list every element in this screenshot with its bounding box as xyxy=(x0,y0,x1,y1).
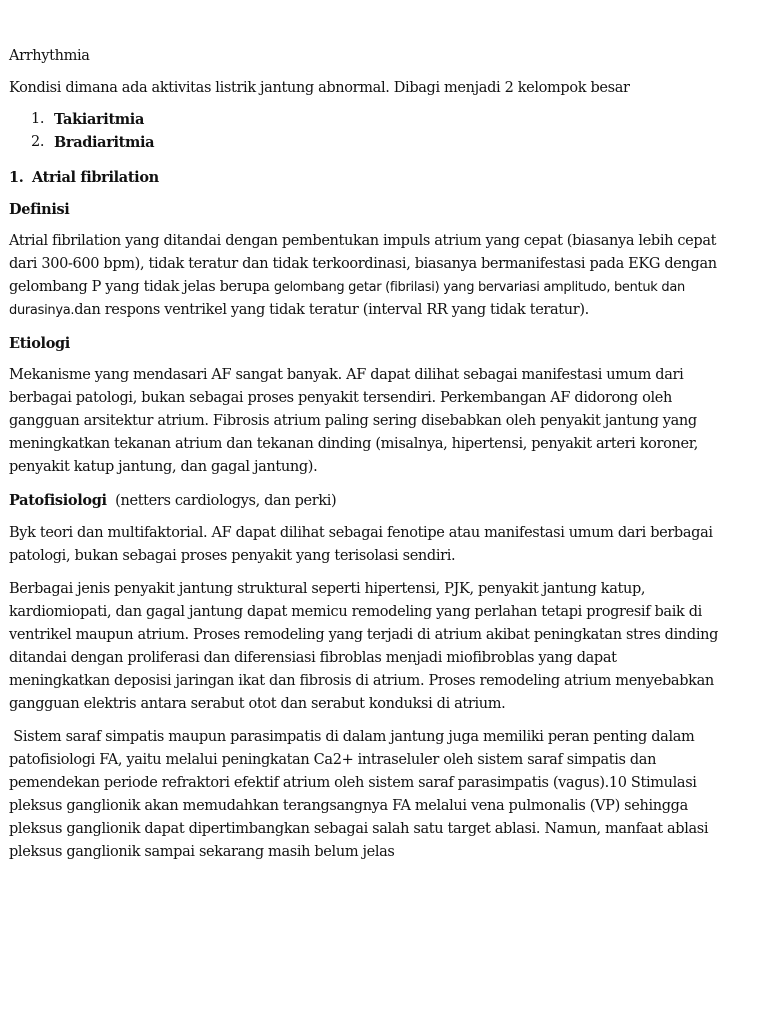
definisi-paragraph xyxy=(9,230,719,322)
section-heading xyxy=(9,166,719,189)
definisi-text-part1: Atrial fibrilation yang ditandai dengan pembentukan impuls atrium yang cepat (biasanya lebih cepat dari 300-600 bpm), tidak teratur dan tidak terkoordinasi, biasanya bermanifestasi pada EKG dengan gelombang P yang tidak jelas berupa xyxy=(9,233,717,295)
list-item-number: 1. xyxy=(31,111,45,127)
etiologi-heading: Etiologi xyxy=(9,335,70,352)
patofisiologi-heading-line xyxy=(9,489,719,513)
list-item-label: Takiaritmia xyxy=(54,111,144,128)
patofisiologi-paragraph-2: Berbagai jenis penyakit jantung struktural seperti hipertensi, PJK, penyakit jantung katup, kardiomiopati, dan gagal jantung dapat memicu remodeling yang perlahan tetapi progresif baik di ventrikel maupun atrium. Proses remodeling yang terjadi di atrium akibat peningkatan stres dinding ditandai dengan proliferasi dan diferensiasi fibroblas menjadi miofibroblas yang dapat meningkatkan deposisi jaringan ikat dan fibrosis di atrium. Proses remodeling atrium menyebabkan gangguan elektris antara serabut otot dan serabut konduksi di atrium. xyxy=(9,581,719,712)
list-item xyxy=(9,108,719,131)
list-item-label: Bradiaritmia xyxy=(54,134,155,151)
arrhythmia-groups-list xyxy=(9,108,719,154)
section-title: Atrial fibrilation xyxy=(32,169,159,186)
patofisiologi-heading: Patofisiologi xyxy=(9,492,107,509)
intro-paragraph: Kondisi dimana ada aktivitas listrik jantung abnormal. Dibagi menjadi 2 kelompok besar xyxy=(9,80,630,96)
patofisiologi-paragraph-1: Byk teori dan multifaktorial. AF dapat dilihat sebagai fenotipe atau manifestasi umum dari berbagai patologi, bukan sebagai proses penyakit yang terisolasi sendiri. xyxy=(9,525,713,564)
definisi-text-part3: dan respons ventrikel yang tidak teratur (interval RR yang tidak teratur). xyxy=(74,302,589,318)
patofisiologi-source-note: (netters cardiologys, dan perki) xyxy=(106,493,337,509)
document-title: Arrhythmia xyxy=(9,48,90,64)
list-item-number: 2. xyxy=(31,134,45,150)
document-page xyxy=(9,45,719,874)
etiologi-paragraph: Mekanisme yang mendasari AF sangat banyak. AF dapat dilihat sebagai manifestasi umum dari berbagai patologi, bukan sebagai proses penyakit tersendiri. Perkembangan AF didorong oleh gangguan arsitektur atrium. Fibrosis atrium paling sering disebabkan oleh penyakit jantung yang meningkatkan tekanan atrium dan tekanan dinding (misalnya, hipertensi, penyakit arteri koroner, penyakit katup jantung, dan gagal jantung). xyxy=(9,367,698,475)
list-item xyxy=(9,131,719,154)
definisi-text-part2: gelombang getar (fibrilasi) yang bervariasi amplitudo, bentuk dan durasinya. xyxy=(9,280,685,318)
patofisiologi-paragraph-3: Sistem saraf simpatis maupun parasimpatis di dalam jantung juga memiliki peran penting dalam patofisiologi FA, yaitu melalui peningkatan Ca2+ intraseluler oleh sistem saraf simpatis dan pemendekan periode refraktori efektif atrium oleh sistem saraf parasimpatis (vagus).10 Stimulasi pleksus ganglionik akan memudahkan terangsangnya FA melalui vena pulmonalis (VP) sehingga pleksus ganglionik dapat dipertimbangkan sebagai salah satu target ablasi. Namun, manfaat ablasi pleksus ganglionik sampai sekarang masih belum jelas xyxy=(9,729,713,860)
definisi-heading: Definisi xyxy=(9,201,70,218)
section-number: 1. xyxy=(9,169,24,186)
